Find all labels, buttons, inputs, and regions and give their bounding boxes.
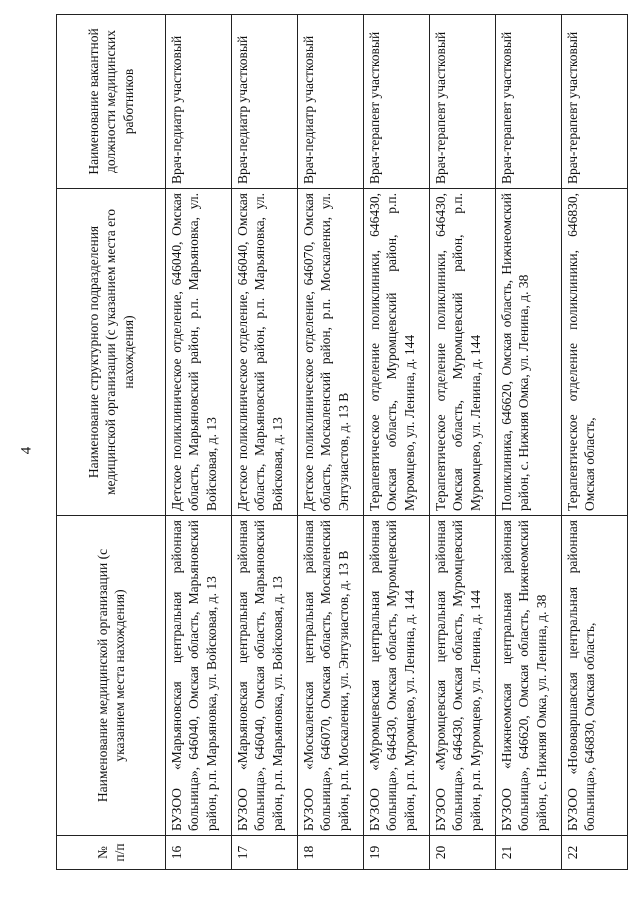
- header-dept: Наименование структурного подразделения медицинской организации (с указанием места его нахождения): [57, 189, 166, 516]
- header-num: № п/п: [57, 836, 166, 870]
- cell-dept: Детское поликлиническое отделение, 646040, Омская область, Марьяновский район, р.п. Марьяновка, ул. Войсковая, д. 13: [232, 189, 298, 516]
- cell-position: Врач-терапевт участковый: [496, 15, 562, 189]
- table-row: [496, 15, 562, 870]
- header-org: Наименование медицинской организации (с указанием места нахождения): [57, 516, 166, 836]
- cell-dept: Детское поликлиническое отделение, 646070, Омская область, Москаленский район, р.п. Москаленки, ул. Энтузиастов, д. 13 В: [298, 189, 364, 516]
- cell-position: Врач-терапевт участковый: [430, 15, 496, 189]
- cell-dept: Терапевтическое отделение поликлиники, 646430, Омская область, Муромцевский район, р.п. Муромцево, ул. Ленина, д. 144: [364, 189, 430, 516]
- cell-position: Врач-педиатр участковый: [232, 15, 298, 189]
- cell-num: 18: [298, 836, 364, 870]
- cell-org: БУЗОО «Марьяновская центральная районная больница», 646040, Омская область, Марьяновский район, р.п. Марьяновка, ул. Войсковая, д. 13: [166, 516, 232, 836]
- cell-num: 16: [166, 836, 232, 870]
- cell-org: БУЗОО «Муромцевская центральная районная больница», 646430, Омская область, Муромцевский район, р.п. Муромцево, ул. Ленина, д. 144: [364, 516, 430, 836]
- vacancy-table: [56, 14, 628, 870]
- table-row: [562, 15, 628, 870]
- table-row: [166, 15, 232, 870]
- cell-dept: Поликлиника, 646620, Омская область, Нижнеомский район, с. Нижняя Омка, ул. Ленина, д. 38: [496, 189, 562, 516]
- table-row: [430, 15, 496, 870]
- table-row: [298, 15, 364, 870]
- page-number: 4: [18, 446, 35, 455]
- rotated-table-container: [56, 15, 621, 870]
- cell-num: 21: [496, 836, 562, 870]
- header-position: Наименование вакантной должности медицинских работников: [57, 15, 166, 189]
- cell-num: 20: [430, 836, 496, 870]
- cell-num: 19: [364, 836, 430, 870]
- cell-org: БУЗОО «Марьяновская центральная районная больница», 646040, Омская область, Марьяновский район, р.п. Марьяновка, ул. Войсковая, д. 13: [232, 516, 298, 836]
- cell-position: Врач-терапевт участковый: [562, 15, 628, 189]
- cell-dept: Терапевтическое отделение поликлиники, 646830, Омская область,: [562, 189, 628, 516]
- cell-org: БУЗОО «Москаленская центральная районная больница», 646070, Омская область, Москаленский район, р.п. Москаленки, ул. Энтузиастов, д. 13 В: [298, 516, 364, 836]
- cell-org: БУЗОО «Муромцевская центральная районная больница», 646430, Омская область, Муромцевский район, р.п. Муромцево, ул. Ленина, д. 144: [430, 516, 496, 836]
- table-row: [364, 15, 430, 870]
- cell-num: 17: [232, 836, 298, 870]
- table-row: [232, 15, 298, 870]
- cell-position: Врач-терапевт участковый: [364, 15, 430, 189]
- cell-org: БУЗОО «Нововаршавская центральная районная больница», 646830, Омская область,: [562, 516, 628, 836]
- cell-dept: Терапевтическое отделение поликлиники, 646430, Омская область, Муромцевский район, р.п. Муромцево, ул. Ленина, д. 144: [430, 189, 496, 516]
- cell-position: Врач-педиатр участковый: [298, 15, 364, 189]
- cell-org: БУЗОО «Нижнеомская центральная районная больница», 646620, Омская область, Нижнеомский район, с. Нижняя Омка, ул. Ленина, д. 38: [496, 516, 562, 836]
- cell-position: Врач-педиатр участковый: [166, 15, 232, 189]
- cell-num: 22: [562, 836, 628, 870]
- cell-dept: Детское поликлиническое отделение, 646040, Омская область, Марьяновский район, р.п. Марьяновка, ул. Войсковая, д. 13: [166, 189, 232, 516]
- table-header-row: [57, 15, 166, 870]
